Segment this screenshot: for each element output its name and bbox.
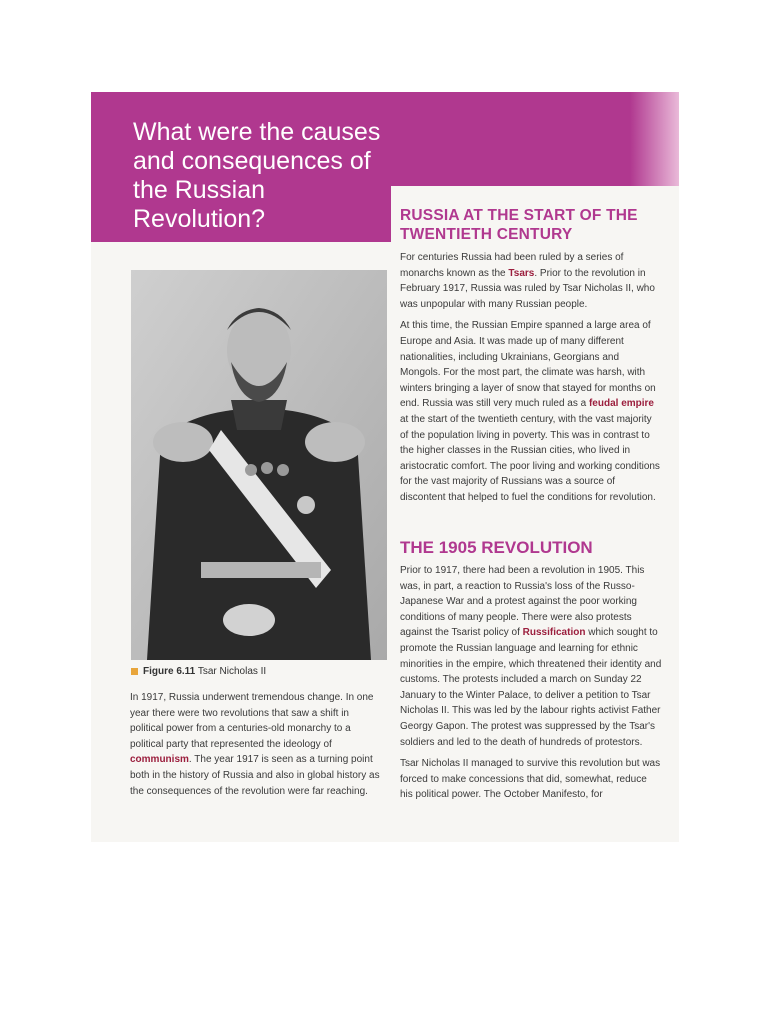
banner-fade [630, 92, 679, 186]
intro-text-b: . The year 1917 is seen as a turning point both in the history of Russia and also in global history as the consequences of the revolution were far reaching. [130, 754, 380, 797]
russia-paragraph-1 [400, 250, 662, 312]
keyword-communism: communism [130, 754, 189, 766]
caption-text: Tsar Nicholas II [197, 666, 267, 677]
revolution-paragraph-1 [400, 563, 662, 750]
intro-paragraph [130, 690, 380, 799]
section-russia-body [400, 250, 662, 506]
keyword-tsars: Tsars [508, 267, 535, 279]
intro-text-a: In 1917, Russia underwent tremendous change. In one year there were two revolutions that saw a shift in political power from a centuries-old monarchy to a political party that represented the ideology of [130, 692, 374, 750]
revolution-p1-text-a: Prior to 1917, there had been a revolution in 1905. This was, in part, a reaction to Russia's loss of the Russo-Japanese War and a protest against the poor working conditions of many people. There were also protests against the Tsarist policy of [400, 565, 645, 639]
figure-caption [131, 666, 266, 677]
section-heading-1905: THE 1905 REVOLUTION [400, 538, 593, 557]
caption-marker [131, 668, 138, 675]
revolution-p1-text-b: which sought to promote the Russian language and learning for ethnic minorities in the empire, which threatened their identity and customs. The protests included a march on Sunday 22 January to the Winter Palace, to deliver a petition to Tsar Nicholas II. This was led by the labour rights activist Father Georgy Gapon. The protest was suppressed by the Tsar's soldiers and led to the death of hundreds of protestors. [400, 627, 662, 748]
russia-paragraph-2 [400, 318, 662, 505]
tsar-portrait-photo [131, 270, 387, 660]
caption-figure-label: Figure 6.11 [143, 666, 196, 677]
revolution-paragraph-2: Tsar Nicholas II managed to survive this revolution but was forced to make concessions that did, somewhat, reduce his political power. The October Manifesto, for [400, 758, 661, 801]
russia-p2-text-a: At this time, the Russian Empire spanned a large area of Europe and Asia. It was made up of many different nationalities, including Ukrainians, Georgians and Mongols. For the most part, the climate was harsh, with winters bringing a layer of snow that stayed for months on end. Russia was still very much ruled as a [400, 320, 656, 410]
section-1905-body [400, 563, 662, 803]
keyword-russification: Russification [522, 627, 586, 639]
intro-column [130, 690, 380, 799]
section-heading-russia: RUSSIA AT THE START OF THE TWENTIETH CENTURY [400, 207, 638, 243]
page-title: What were the causes and consequences of the Russian Revolution? [133, 118, 381, 233]
russia-p1-text-a: For centuries Russia had been ruled by a series of monarchs known as the [400, 252, 624, 279]
russia-p1-text-b: . Prior to the revolution in February 1917, Russia was ruled by Tsar Nicholas II, who was unpopular with many Russian people. [400, 267, 655, 310]
russia-p2-text-b: at the start of the twentieth century, with the vast majority of the population living in poverty. This was in contrast to the higher classes in the Russian cities, who lived in aristocratic comfort. The poor living and working conditions for the vast majority of Russians was a source of discontent that helped to fuel the conditions for revolution. [400, 413, 660, 503]
keyword-feudal-empire: feudal empire [588, 398, 654, 410]
